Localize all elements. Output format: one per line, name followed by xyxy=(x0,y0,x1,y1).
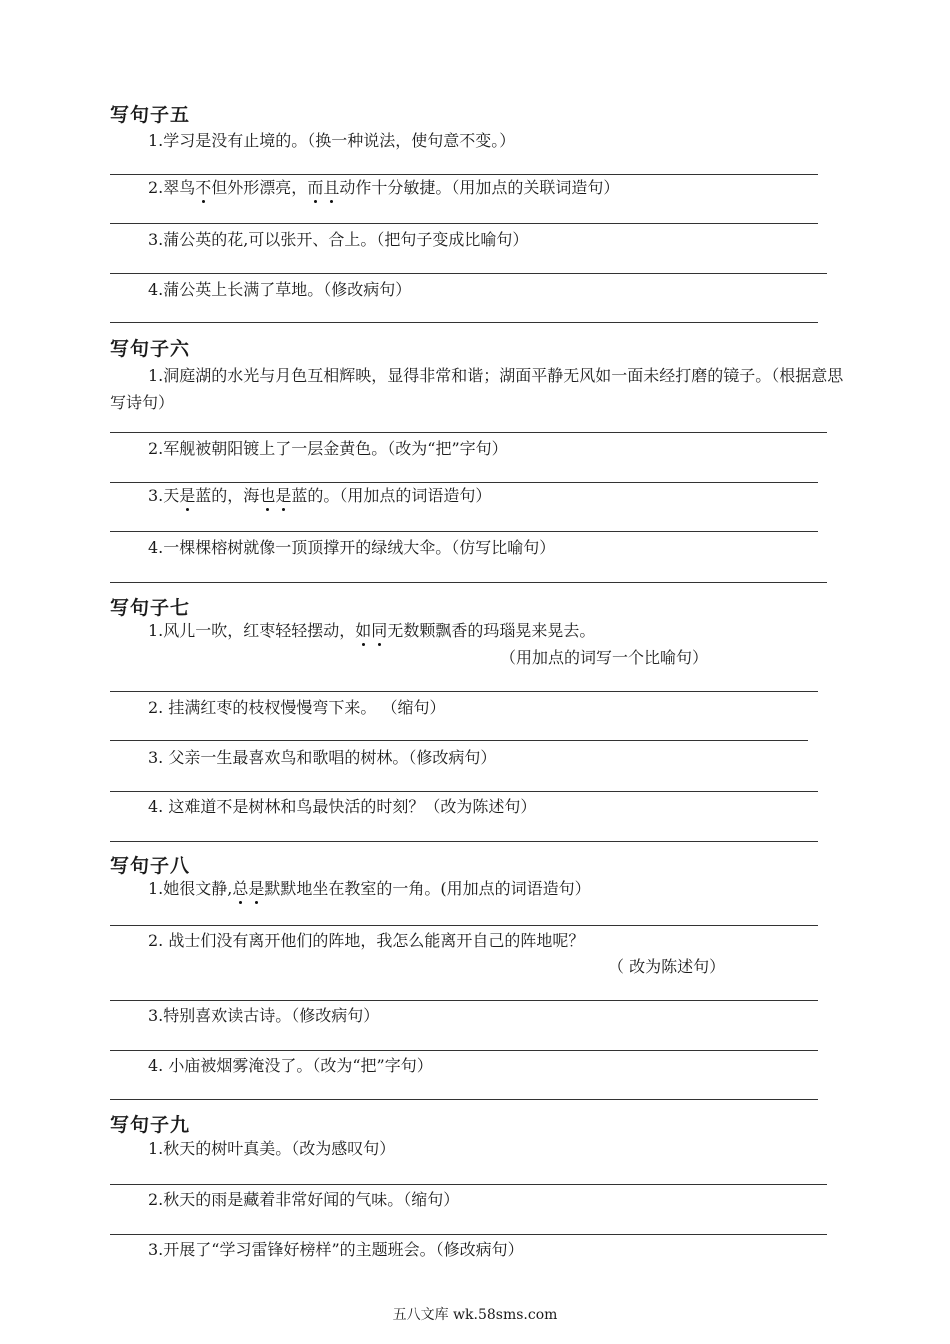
answer-line xyxy=(110,432,827,433)
exercise-item: 3.蒲公英的花,可以张开、合上。（把句子变成比喻句） xyxy=(148,230,529,249)
answer-line xyxy=(110,322,818,323)
exercise-item: 4. 小庙被烟雾淹没了。（改为“把”字句） xyxy=(148,1056,433,1075)
answer-line xyxy=(110,1234,827,1235)
exercise-instruction: （用加点的词写一个比喻句） xyxy=(500,648,709,667)
section-title: 写句子七 xyxy=(110,597,191,619)
answer-line xyxy=(110,1000,818,1001)
exercise-item: 2.秋天的雨是藏着非常好闻的气味。（缩句） xyxy=(148,1190,460,1209)
answer-line xyxy=(110,925,818,926)
exercise-item: 2.军舰被朝阳镀上了一层金黄色。（改为“把”字句） xyxy=(148,439,508,458)
section-title: 写句子五 xyxy=(110,104,191,126)
exercise-item: 3.天是蓝的，海也是蓝的。（用加点的词语造句） xyxy=(148,486,492,505)
exercise-item: 2. 战士们没有离开他们的阵地，我怎么能离开自己的阵地呢？ xyxy=(148,931,585,950)
section-title: 写句子六 xyxy=(110,338,191,360)
answer-line xyxy=(110,482,818,483)
exercise-item: 4.一棵棵榕树就像一顶顶撑开的绿绒大伞。（仿写比喻句） xyxy=(148,538,556,557)
exercise-item: 2.翠鸟不但外形漂亮，而且动作十分敏捷。（用加点的关联词造句） xyxy=(148,178,620,197)
exercise-item: 1.洞庭湖的水光与月色互相辉映，显得非常和谐；湖面平静无风如一面未经打磨的镜子。（根据意思写诗句） xyxy=(110,366,844,412)
answer-line xyxy=(110,841,818,842)
answer-line xyxy=(110,691,818,692)
exercise-item: 1.学习是没有止境的。（换一种说法，使句意不变。） xyxy=(148,131,516,150)
exercise-item: 4. 这难道不是树林和鸟最快活的时刻？（改为陈述句） xyxy=(148,797,537,816)
exercise-item: 3. 父亲一生最喜欢鸟和歌唱的树林。（修改病句） xyxy=(148,748,497,767)
section-title: 写句子八 xyxy=(110,855,191,877)
exercise-item: 2. 挂满红枣的枝杈慢慢弯下来。 （缩句） xyxy=(148,698,446,717)
section-title: 写句子九 xyxy=(110,1114,191,1136)
exercise-item: 1.她很文静,总是默默地坐在教室的一角。(用加点的词语造句） xyxy=(148,879,591,898)
exercise-item: 3.开展了“学习雷锋好榜样”的主题班会。（修改病句） xyxy=(148,1240,524,1259)
exercise-item: 1.风儿一吹，红枣轻轻摆动，如同无数颗飘香的玛瑙晃来晃去。 xyxy=(148,621,596,640)
answer-line xyxy=(110,791,818,792)
footer-watermark: 五八文库 wk.58sms.com xyxy=(392,1307,558,1323)
exercise-item: 3.特别喜欢读古诗。（修改病句） xyxy=(148,1006,380,1025)
answer-line xyxy=(110,740,808,741)
answer-line xyxy=(110,174,818,175)
exercise-instruction: （ 改为陈述句） xyxy=(608,957,726,976)
answer-line xyxy=(110,1184,827,1185)
answer-line xyxy=(110,223,818,224)
answer-line xyxy=(110,531,818,532)
exercise-item: 1.秋天的树叶真美。（改为感叹句） xyxy=(148,1139,396,1158)
answer-line xyxy=(110,582,827,583)
answer-line xyxy=(110,1099,818,1100)
exercise-item: 4.蒲公英上长满了草地。（修改病句） xyxy=(148,280,412,299)
answer-line xyxy=(110,1050,818,1051)
answer-line xyxy=(110,273,827,274)
